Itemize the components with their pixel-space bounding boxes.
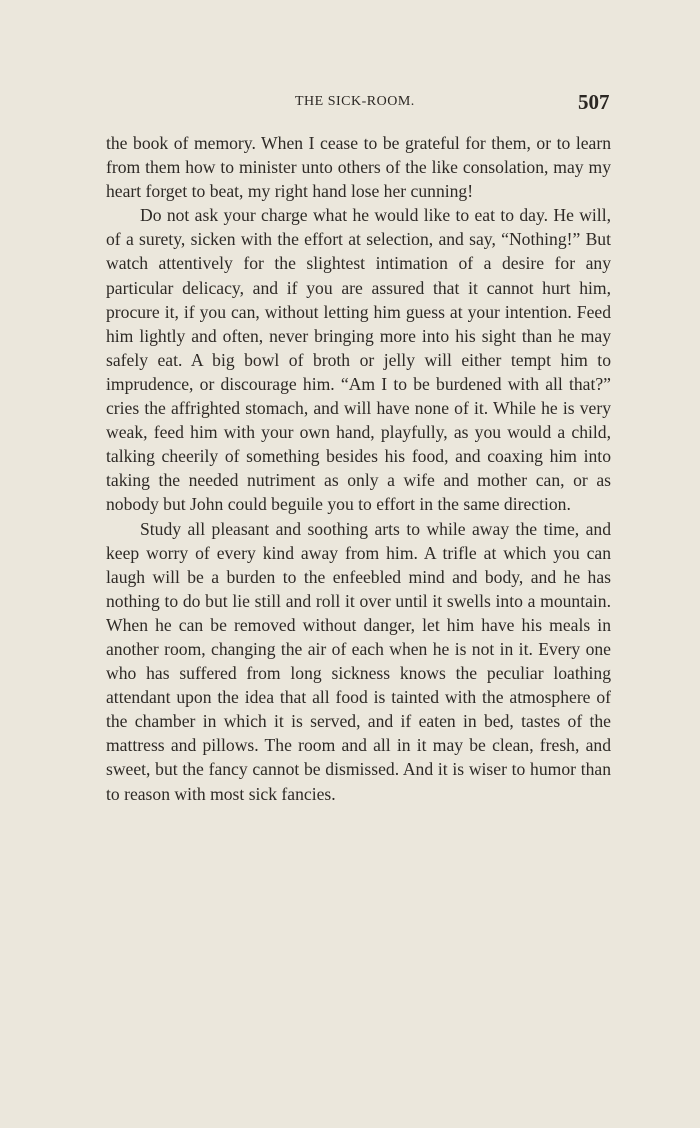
running-head xyxy=(0,92,700,116)
paragraph-soothing-arts: Study all pleasant and soothing arts to while away the time, and keep worry of every kind away from him. A trifle at which you can laugh will be a burden to the enfeebled mind and body, and he has nothing to do but lie still and roll it over until it swells into a mountain. When he can be removed without danger, let him have his meals in another room, changing the air of each when he is not in it. Every one who has suffered from long sickness knows the peculiar loathing attendant upon the idea that all food is tainted with the atmosphere of the chamber in which it is served, and if eaten in bed, tastes of the mattress and pillows. The room and all in it may be clean, fresh, and sweet, but the fancy cannot be dismissed. And it is wiser to humor than to reason with most sick fancies. xyxy=(106,518,611,804)
paragraph-continuation: the book of memory. When I cease to be grateful for them, or to learn from them how to minister unto others of the like consolation, may my heart forget to beat, my right hand lose her cunning! xyxy=(106,133,611,202)
paragraph-food: Do not ask your charge what he would like to eat to day. He will, of a surety, sicken with the effort at selection, and say, “Nothing!” But watch attentively for the slightest intimation of a desire for any particular delicacy, and if you are assured that it cannot hurt him, procure it, if you can, without letting him guess at your intention. Feed him lightly and often, never bringing more into his sight than he may safely eat. A big bowl of broth or jelly will either tempt him to imprudence, or discourage him. “Am I to be burdened with all that?” cries the affrighted stomach, and will have none of it. While he is very weak, feed him with your own hand, playfully, as you would a child, talking cheerily of something besides his food, and coaxing him into taking the needed nutriment as only a wife and mother can, or as nobody but John could beguile you to effort in the same direction. xyxy=(106,205,611,515)
body-text xyxy=(106,131,611,806)
page-number: 507 xyxy=(578,90,610,114)
running-title: THE SICK-ROOM. xyxy=(295,94,415,109)
